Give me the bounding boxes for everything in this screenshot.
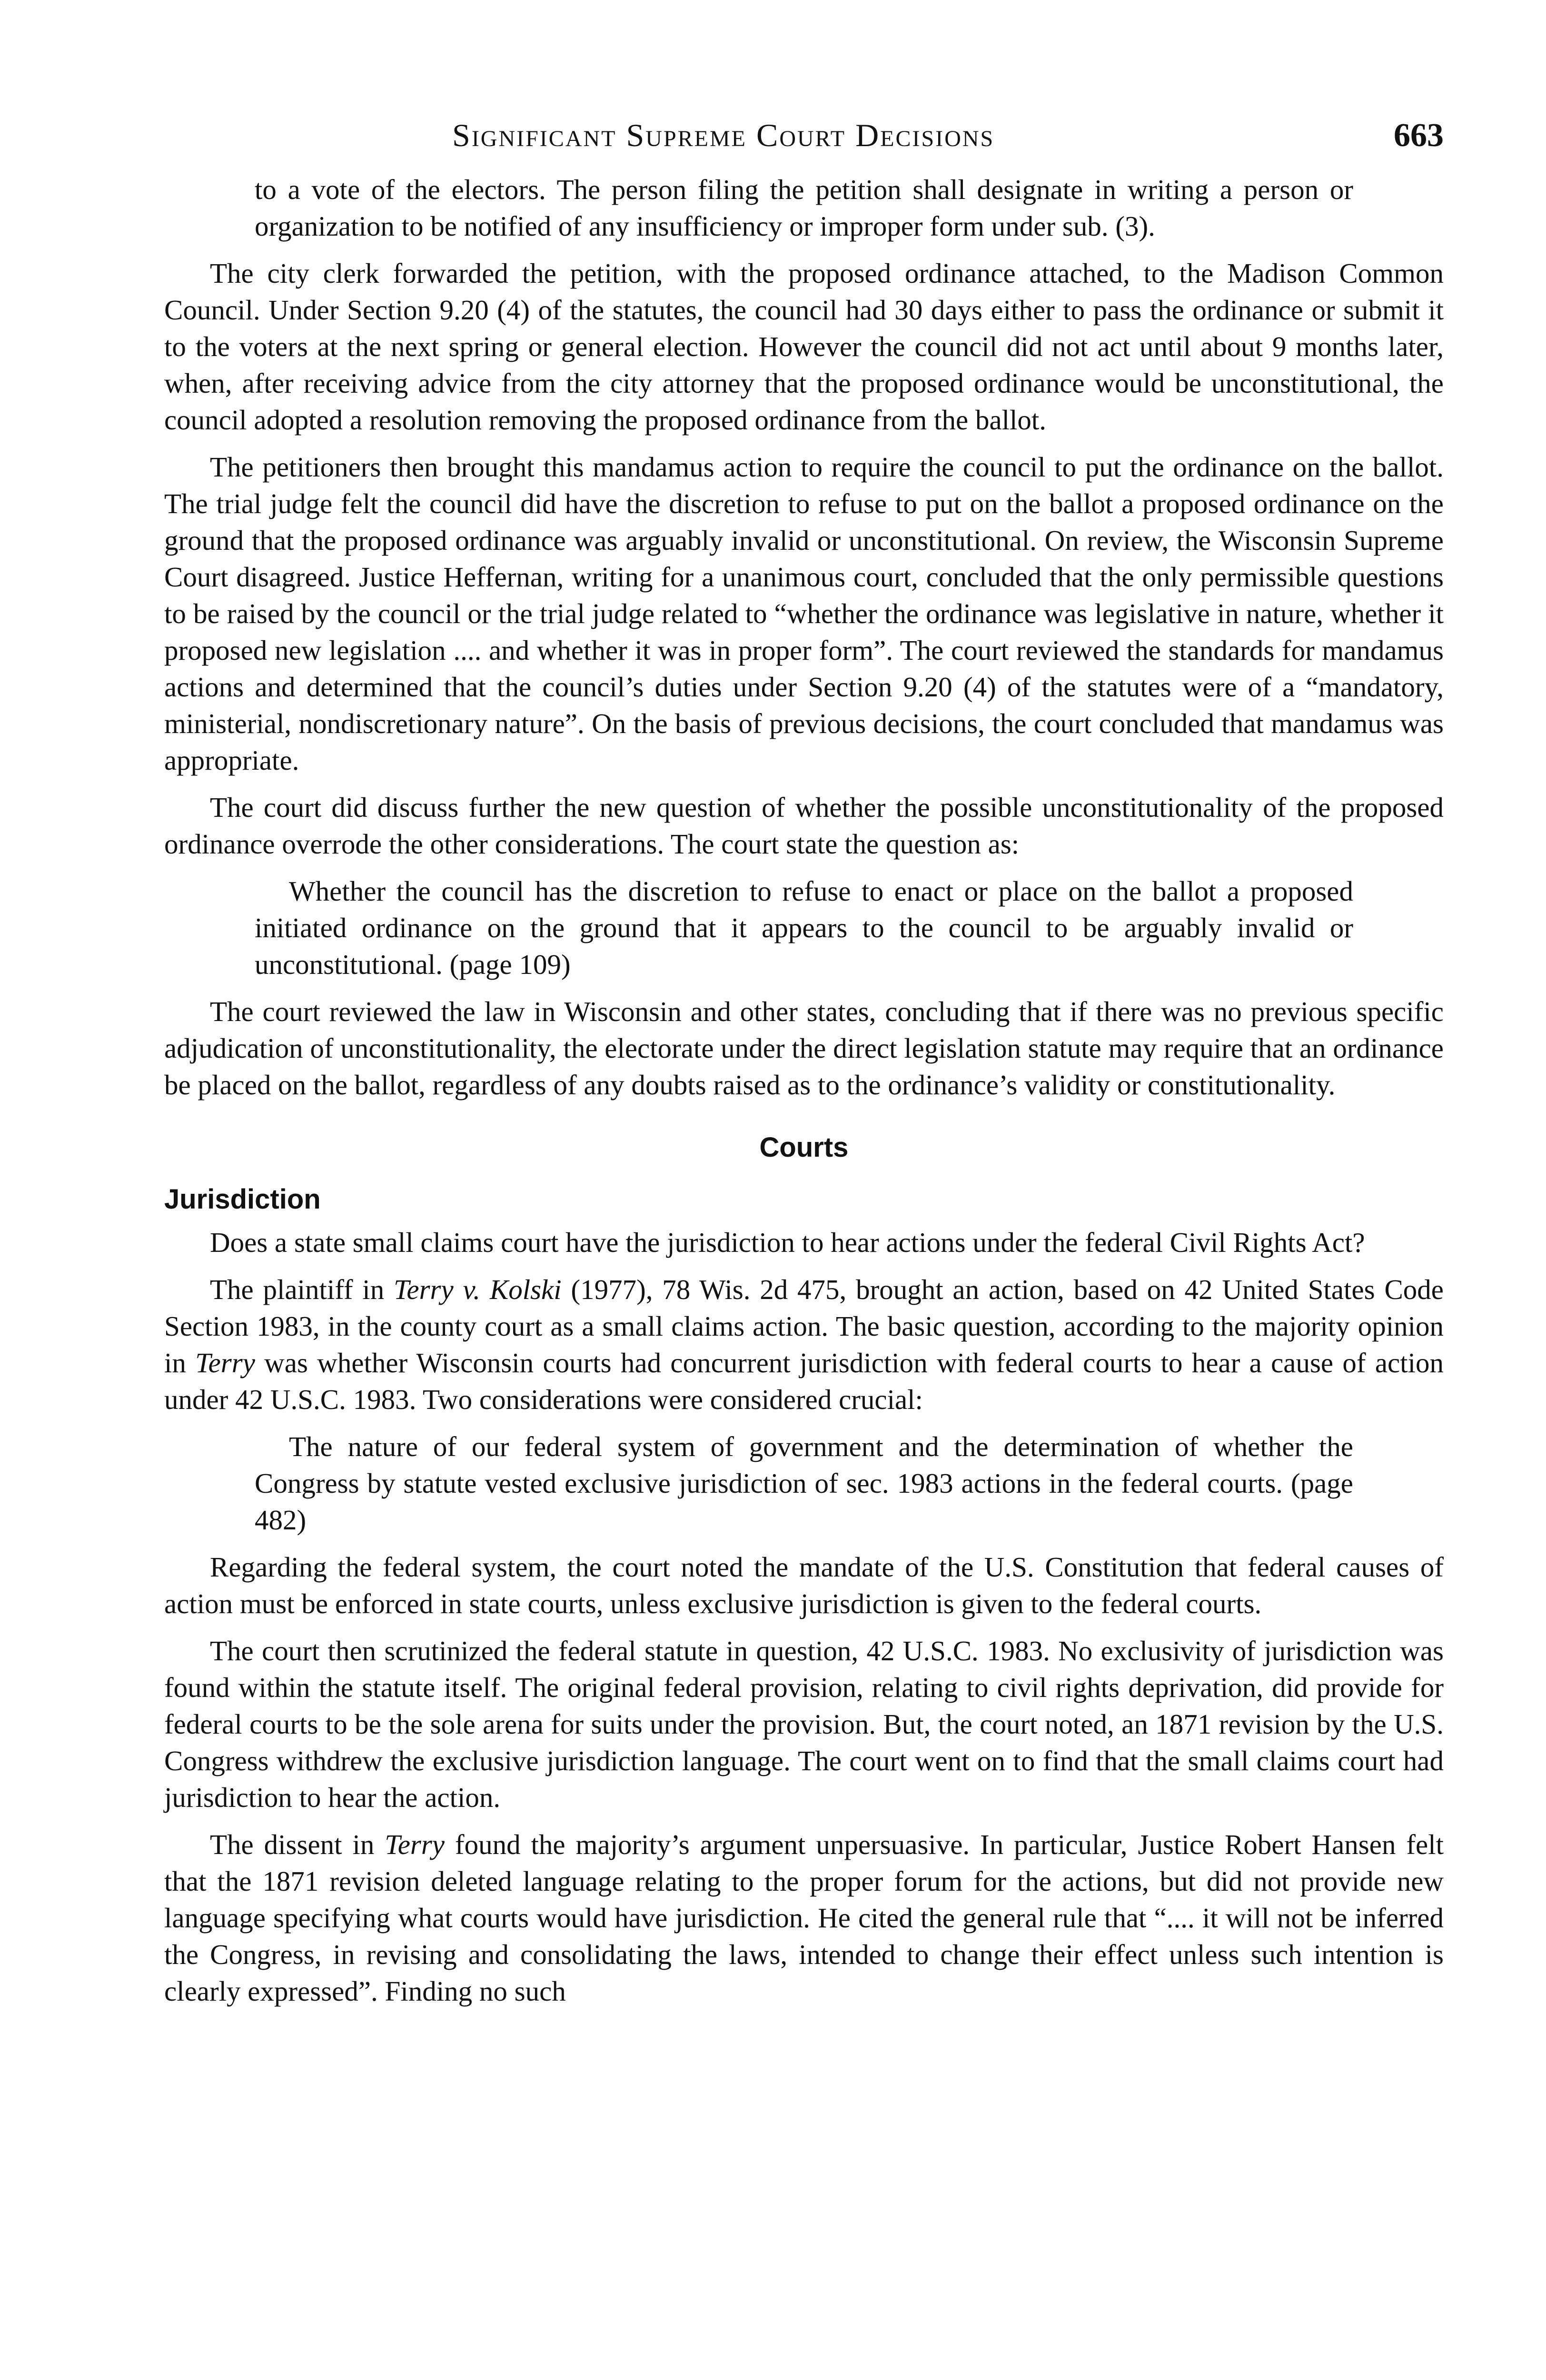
case-name: Terry [195, 1347, 255, 1378]
paragraph-clerk-forwarded: The city clerk forwarded the petition, with the proposed ordinance attached, to the Madison Common Council. Under Section 9.20 (4) of the statutes, the council had 30 days either to pass the ordinance or submit it to the voters at the next spring or general election. However the council did not act until about 9 months later, when, after receiving advice from the city attorney that the proposed ordinance would be unconstitutional, the council adopted a resolution removing the proposed ordinance from the ballot. [164, 258, 1444, 436]
text-run: The plaintiff in [210, 1274, 394, 1305]
paragraph-new-question: The court did discuss further the new question of whether the possible unconstitutionality of the proposed ordinance overrode the other considerations. The court state the question as: [164, 792, 1444, 860]
text-run: The dissent in [210, 1829, 385, 1860]
paragraph-terry-v-kolski [164, 1271, 1444, 1418]
paragraph-statute-scrutinized: The court then scrutinized the federal statute in question, 42 U.S.C. 1983. No exclusivity of jurisdiction was found within the statute itself. The original federal provision, relating to civil rights deprivation, did provide for federal courts to be the sole arena for suits under the provision. But, the court noted, an 1871 revision by the U.S. Congress withdrew the exclusive jurisdiction language. The court went on to find that the small claims court had jurisdiction to hear the action. [164, 1635, 1444, 1813]
paragraph-jurisdiction-question: Does a state small claims court have the jurisdiction to hear actions under the federal Civil Rights Act? [210, 1227, 1365, 1258]
document-page [164, 114, 1444, 2020]
text-run: (1977), 78 Wis. 2d 475, brought an action, based on 42 United States Code Section 1983, in the county court as a small claims action. The basic question, according to the majority opinion in [164, 1274, 1444, 1378]
block-quote-question: Whether the council has the discretion to refuse to enact or place on the ballot a proposed initiated ordinance on the ground that it appears to the council to be arguably invalid or unconstitutional. (page 109) [255, 875, 1353, 980]
subheading-jurisdiction: Jurisdiction [164, 1184, 321, 1215]
case-name: Terry v. Kolski [394, 1274, 562, 1305]
running-title: Significant Supreme Court Decisions [452, 117, 995, 153]
running-header [164, 114, 1444, 171]
block-quote-federal-system: The nature of our federal system of government and the determination of whether the Congress by statute vested exclusive jurisdiction of sec. 1983 actions in the federal courts. (page 482) [255, 1431, 1353, 1536]
text-run: was whether Wisconsin courts had concurrent jurisdiction with federal courts to hear a cause of action under 42 U.S.C. 1983. Two considerations were considered crucial: [164, 1347, 1444, 1415]
block-quote-statute: to a vote of the electors. The person filing the petition shall designate in writing a person or organization to be notified of any insufficiency or improper form under sub. (3). [255, 174, 1353, 242]
body-text [164, 171, 1444, 2010]
text-run: found the majority’s argument unpersuasive. In particular, Justice Robert Hansen felt that the 1871 revision deleted language relating to the proper forum for the actions, but did not provide new language specifying what courts would have jurisdiction. He cited the general rule that “.... it will not be inferred the Congress, in revising and consolidating the laws, intended to change their effect unless such intention is clearly expressed”. Finding no such [164, 1829, 1444, 2007]
paragraph-dissent [164, 1826, 1444, 2010]
section-heading-courts: Courts [759, 1132, 849, 1163]
paragraph-law-reviewed: The court reviewed the law in Wisconsin and other states, concluding that if there was no previous specific adjudication of unconstitutionality, the electorate under the direct legislation statute may require that an ordinance be placed on the ballot, regardless of any doubts raised as to the ordinance’s validity or constitutionality. [164, 996, 1444, 1101]
page-number: 663 [1394, 117, 1444, 154]
paragraph-mandamus-action: The petitioners then brought this mandamus action to require the council to put the ordinance on the ballot. The trial judge felt the council did have the discretion to refuse to put on the ballot a proposed ordinance on the ground that the proposed ordinance was arguably invalid or unconstitutional. On review, the Wisconsin Supreme Court disagreed. Justice Heffernan, writing for a unanimous court, concluded that the only permissible questions to be raised by the council or the trial judge related to “whether the ordinance was legislative in nature, whether it proposed new legislation .... and whether it was in proper form”. The court reviewed the standards for mandamus actions and determined that the council’s duties under Section 9.20 (4) of the statutes were of a “mandatory, ministerial, nondiscretionary nature”. On the basis of previous decisions, the court concluded that mandamus was appropriate. [164, 451, 1444, 776]
paragraph-federal-system: Regarding the federal system, the court noted the mandate of the U.S. Constitution that federal causes of action must be enforced in state courts, unless exclusive jurisdiction is given to the federal courts. [164, 1551, 1444, 1619]
case-name: Terry [385, 1829, 445, 1860]
